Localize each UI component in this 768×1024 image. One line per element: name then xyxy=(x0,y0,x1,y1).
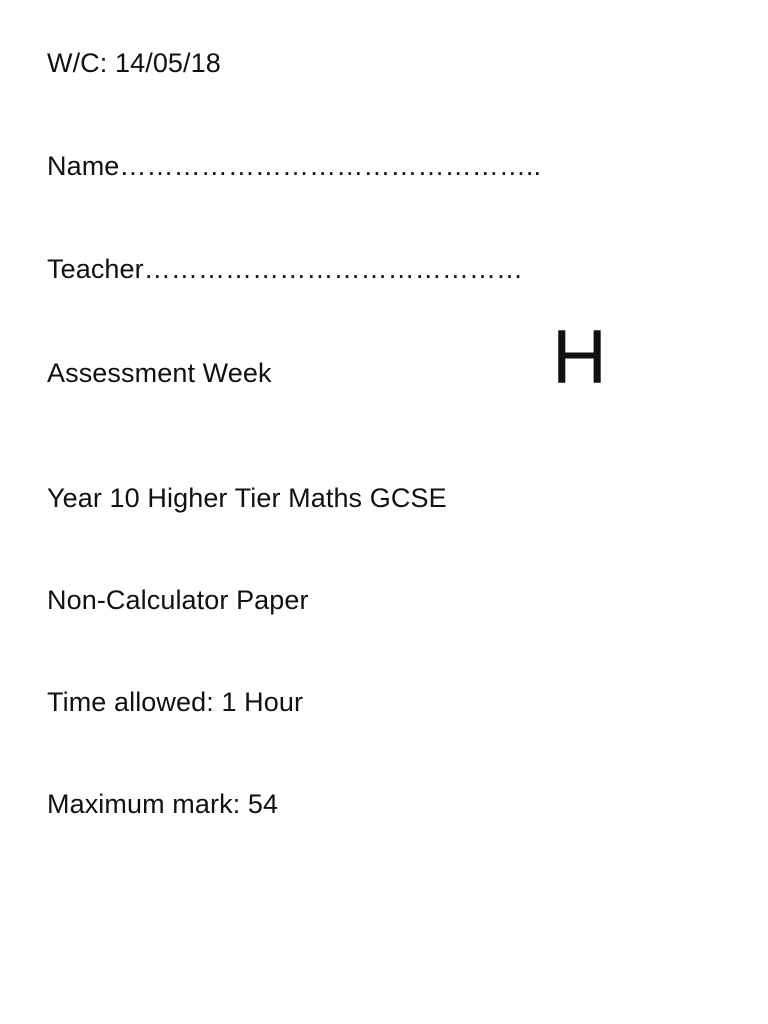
assessment-title: Assessment Week xyxy=(47,358,272,388)
time-allowed: Time allowed: 1 Hour xyxy=(47,687,304,717)
paper-type: Non-Calculator Paper xyxy=(47,585,309,615)
tier-letter: H xyxy=(552,315,607,400)
teacher-field: Teacher…………………………………… xyxy=(47,254,524,284)
course-title: Year 10 Higher Tier Maths GCSE xyxy=(47,483,447,513)
maximum-mark: Maximum mark: 54 xyxy=(47,789,279,819)
name-field: Name……………………………………….. xyxy=(47,151,542,181)
week-commencing: W/C: 14/05/18 xyxy=(47,48,221,78)
